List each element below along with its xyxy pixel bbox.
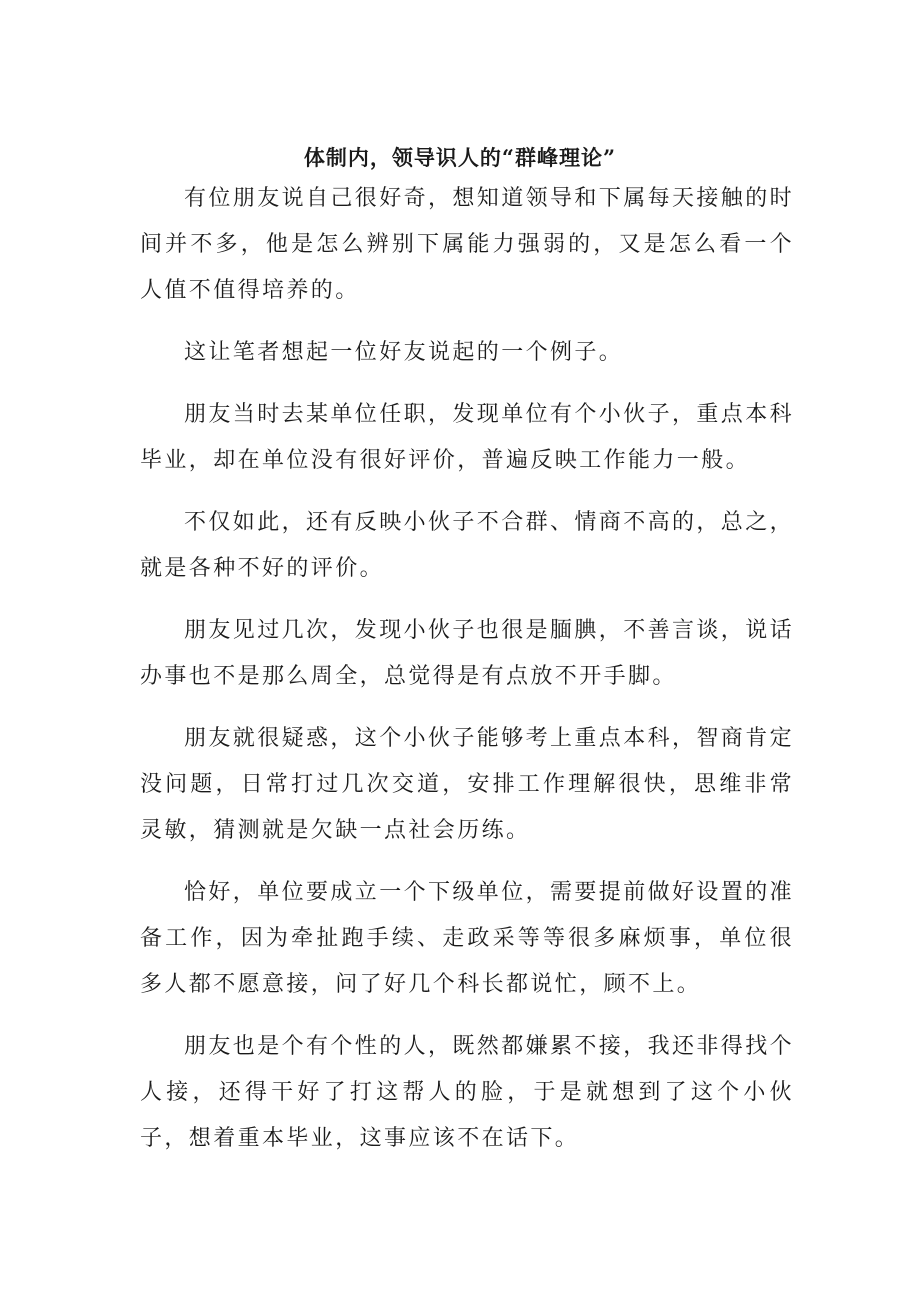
article-body (140, 176, 794, 1178)
article-title: 体制内，领导识人的“群峰理论” (303, 145, 617, 170)
paragraph: 朋友也是个有个性的人，既然都嫌累不接，我还非得找个人接，还得干好了打这帮人的脸，于是就想到了这个小伙子，想着重本毕业，这事应该不在话下。 (140, 1034, 795, 1151)
paragraph: 朋友当时去某单位任职，发现单位有个小伙子，重点本科毕业，却在单位没有很好评价，普遍反映工作能力一般。 (140, 402, 795, 473)
paragraph: 不仅如此，还有反映小伙子不合群、情商不高的，总之，就是各种不好的评价。 (140, 510, 795, 581)
paragraph: 这让笔者想起一位好友说起的一个例子。 (184, 340, 624, 365)
paragraph: 朋友就很疑惑，这个小伙子能够考上重点本科，智商肯定没问题，日常打过几次交道，安排工作理解很快，思维非常灵敏，猜测就是欠缺一点社会历练。 (140, 726, 795, 843)
paragraph: 有位朋友说自己很好奇，想知道领导和下属每天接触的时间并不多，他是怎么辨别下属能力强弱的，又是怎么看一个人值不值得培养的。 (140, 186, 795, 303)
paragraph: 恰好，单位要成立一个下级单位，需要提前做好设置的准备工作，因为牵扯跑手续、走政采等等很多麻烦事，单位很多人都不愿意接，问了好几个科长都说忙，顾不上。 (140, 880, 795, 997)
paragraph: 朋友见过几次，发现小伙子也很是腼腆，不善言谈，说话办事也不是那么周全，总觉得是有点放不开手脚。 (140, 618, 795, 689)
